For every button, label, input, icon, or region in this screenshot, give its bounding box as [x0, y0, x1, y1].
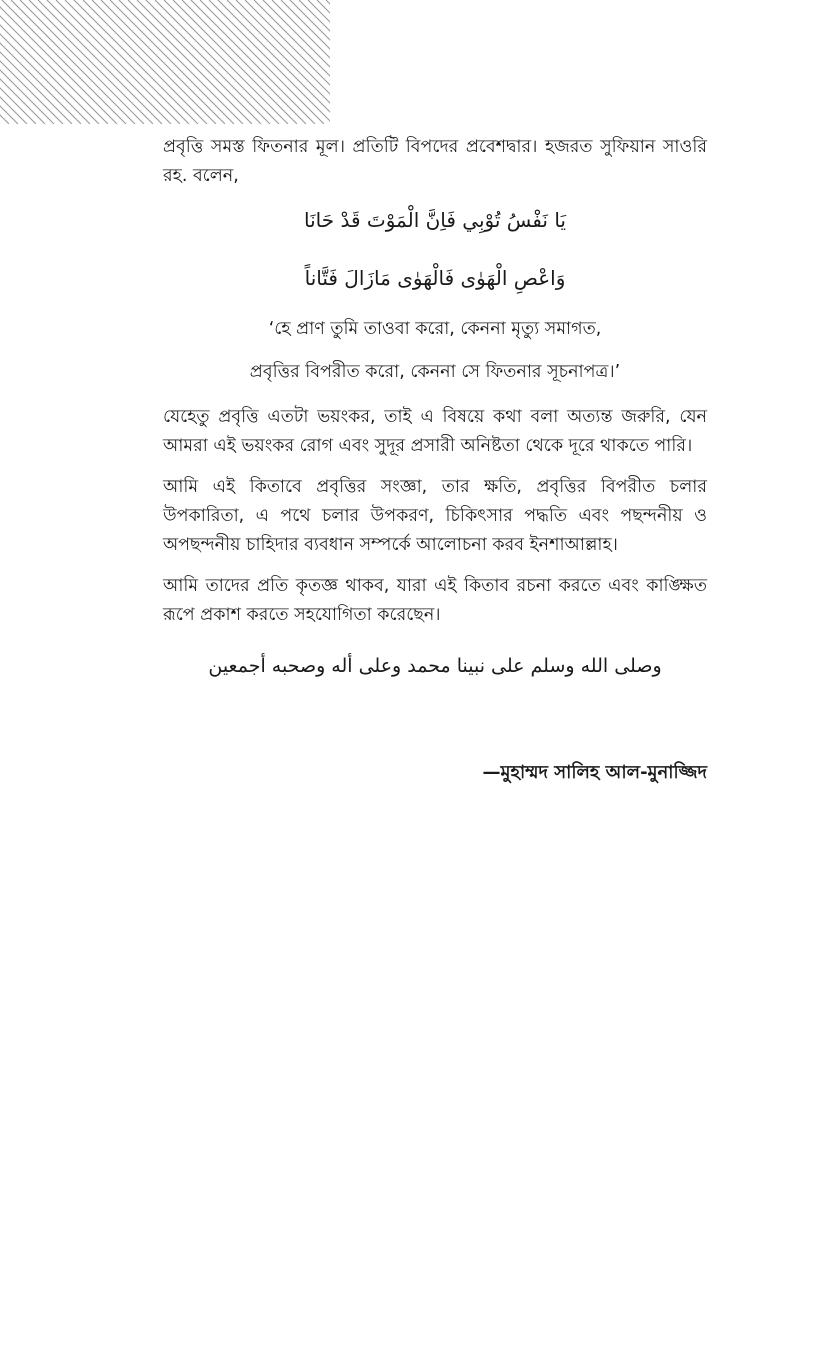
stripe-line — [74, 0, 198, 124]
body-paragraph-4: আমি তাদের প্রতি কৃতজ্ঞ থাকব, যারা এই কিতাব রচনা করতে এবং কাঙ্ক্ষিত রূপে প্রকাশ করতে সহযোগিতা করেছেন। — [163, 576, 707, 625]
stripe-line — [29, 0, 153, 124]
stripe-line — [101, 0, 225, 124]
stripe-line — [200, 0, 324, 124]
body-paragraph-3: আমি এই কিতাবে প্রবৃত্তির সংজ্ঞা, তার ক্ষতি, প্রবৃত্তির বিপরীত চলার উপকারিতা, এ পথে চলার উপকরণ, চিকিৎসার পদ্ধতি এবং পছন্দনীয় ও অপছন্দনীয় চাহিদার ব্যবধান সম্পর্কে আলোচনা করব ইনশাআল্লাহ। — [163, 477, 707, 555]
stripe-line — [254, 0, 330, 124]
verse-translation-line-2: প্রবৃত্তির বিপরীত করো, কেননা সে ফিতনার সূচনাপত্র।’ — [249, 362, 621, 382]
stripe-line — [308, 0, 330, 124]
stripe-line — [173, 0, 297, 124]
stripe-line — [155, 0, 279, 124]
stripe-line — [56, 0, 180, 124]
stripe-line — [92, 0, 216, 124]
stripe-line — [191, 0, 315, 124]
stripe-line — [11, 0, 135, 124]
diagonal-stripes-decoration — [0, 0, 330, 124]
author-signature: —মুহাম্মদ সালিহ আল-মুনাজ্জিদ — [482, 762, 707, 783]
stripe-line — [2, 0, 126, 124]
stripe-line — [128, 0, 252, 124]
stripe-line — [0, 0, 27, 124]
stripe-line — [38, 0, 162, 124]
stripe-line — [182, 0, 306, 124]
stripe-line — [164, 0, 288, 124]
stripe-line — [0, 0, 36, 124]
arabic-closing-salutation: وصلى الله وسلم على نبينا محمد وعلى أله وصحبه أجمعين — [208, 655, 662, 677]
intro-paragraph: প্রবৃত্তি সমস্ত ফিতনার মূল। প্রতিটি বিপদের প্রবেশদ্বার। হজরত সুফিয়ান সাওরি রহ. বলেন, — [163, 137, 707, 186]
stripe-line — [47, 0, 171, 124]
stripe-line — [110, 0, 234, 124]
stripe-line — [65, 0, 189, 124]
stripe-line — [146, 0, 270, 124]
stripe-line — [119, 0, 243, 124]
preface-text — [163, 133, 707, 788]
body-paragraph-2: যেহেতু প্রবৃত্তি এতটা ভয়ংকর, তাই এ বিষয়ে কথা বলা অত্যন্ত জরুরি, যেন আমরা এই ভয়ংকর রোগ এবং সুদূর প্রসারী অনিষ্টতা থেকে দূরে থাকতে পারি। — [163, 407, 707, 456]
verse-translation-line-1: ‘হে প্রাণ তুমি তাওবা করো, কেননা মৃত্যু সমাগত, — [268, 319, 602, 339]
arabic-verse-line-1: يَا نَفْسُ تُوْبِي فَاِنَّ الْمَوْتَ قَدْ حَانَا — [303, 208, 566, 232]
stripe-line — [137, 0, 261, 124]
arabic-verse-line-2: وَاعْصِ الْهَوٰى فَالْهَوٰى مَازَالَ فَتَّاناً — [304, 266, 566, 290]
stripe-line — [83, 0, 207, 124]
stripe-line — [20, 0, 144, 124]
